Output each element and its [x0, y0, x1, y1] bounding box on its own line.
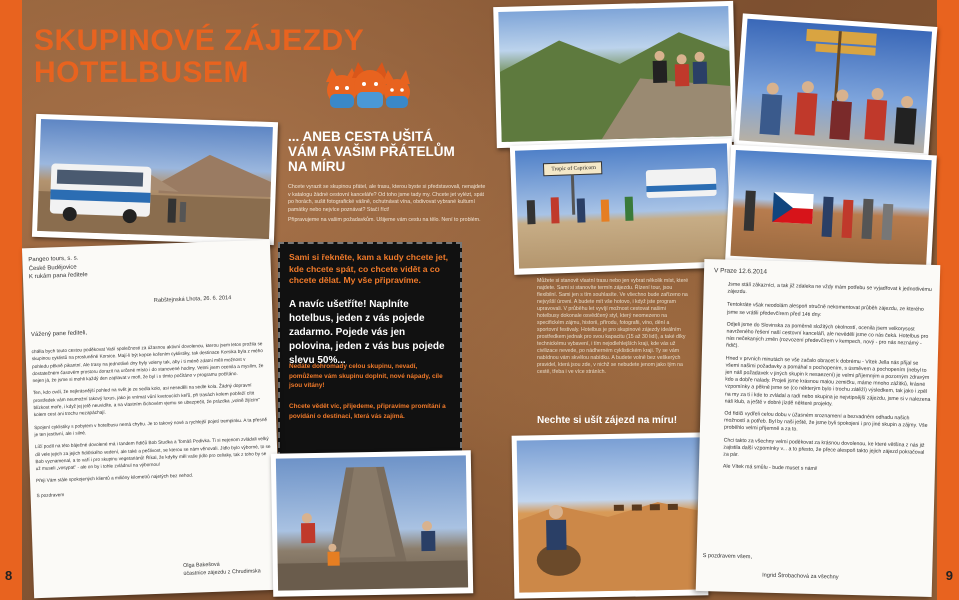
photo-camels-desert [512, 432, 709, 598]
subtitle-line-1: ... ANEB CESTA UŠITÁ [288, 129, 434, 144]
signature-role: účastnice zájezdu z Chrudimska [183, 567, 261, 577]
letter2-paragraph-4: Hned v prvních minutách se vše začalo obracet k dobrému - Vítek Jella nás přijal se všemi našimi požadavky a pomáhal s pochopením, s úsměvem a pochopením (nebyl to jen náš požadavek v jiných skupin k nesaezení) je velmi příjemným a pozorným zdravým kdo a dobře nalady. Projeli jsme krásnou malou zemičku, máme mnoho zážitků, krásné vzpomínky a pěkně jsme se (co některým bylo i trochu zátěží) výsledkem, tak jako i zpěl na my za ti i kde to zvládal a radí nebo skupina je nejvtipnější zájezdu, jsme si v nalezena náš klub, a ještě v dobré jízdě některé projekty. [724, 355, 931, 408]
offer-text-2: A navíc ušetříte! Naplníte hotelbus, jeden z vás pojede zadarmo. Pojede vás jen polovina, jeden z vás bus pojede slevu 50%... [289, 299, 445, 366]
intro-paragraph-1: Chcete vyrazit se skupinou přátel, ale trasu, kterou byste si představovali, nenajdete v katalogu žádné cestovní kanceláře? Od toho jsme tady my. Chcete jet vylézt, spát po horách, sušit fotografické vášně, ochutnávat vína, obdivovat vybrané kulturní památky nebo nejvíce poznávat? Stačí říct! [288, 184, 486, 213]
letter2-closing: S pozdravem všem, [702, 553, 753, 561]
letter-salutation: Vážený pane řediteli, [30, 330, 88, 339]
page-subtitle [288, 129, 455, 174]
letter-closing: S pozdravem [36, 491, 65, 498]
address-line-3: K rukám pana ředitele [28, 272, 88, 281]
letter2-paragraph-7: Ale Vítek má smůlu - bude muset s námi! [722, 463, 818, 473]
page-number-right: 9 [945, 568, 953, 583]
photo-stone-cairn [271, 450, 473, 596]
right-orange-margin [937, 0, 959, 600]
title-line-1: SKUPINOVÉ ZÁJEZDY [34, 24, 365, 57]
letter-olga [22, 240, 282, 598]
subtitle-line-2: VÁM A VAŠIM PŘÁTELŮM [288, 144, 455, 159]
cta-text: Nechte si ušít zájezd na míru! [537, 415, 678, 426]
fox-icon-2 [352, 62, 388, 108]
offer-text-1: Sami si řekněte, kam a kudy chcete jet, kde chcete spát, co chcete vidět a co chcete dělat. My vše připravíme. [289, 252, 449, 285]
letter-paragraph-1: chtěla bych touto cestou poděkovat Vaší společnosti za úžasnou aktivní dovolenou, kterou jsem letos prožila se skupinou cyklistů na prosluněné Korsice. Mají-li být kopce kořením cyklistiky, tak destinace Korsika byla z mého pohledu pěkně pikantní. Ale trasy na jednotlivé dny byly voleny tak, aby i ti méně zdatní měli možnost v dostatečném časovém prostoru dorazit na určené místo i do stanovené hodiny. Velmi jsem ocenila a myslím, že nejen já, že jsme si mohli každý den zaplavat v moři, že byl i s tímto počítáno v programu počítáno. [31, 341, 264, 384]
left-orange-margin [0, 0, 22, 600]
signature-name: Olga Bakešová [183, 561, 220, 570]
letter-paragraph-2: Ten, kdo ovdí, že nejkrásnější pohled na svět je ze sedla kolo, asi neseděli na sedle kola. Žádný dopravní prostředek vám neumožní takový luxus, jako je vnímat vůní kvetoucích keřů, při trasách kolem pobřeží cítit blízkost moře, i když jej jetě neuvidíte, a na vlastním čichovém vjemu se ubezpečit, že prázdka „volně žijícím" kolem cest ani trochu nezapáchají. [32, 382, 260, 418]
letter-place-date: Rabštejnská Lhota, 26. 6. 2014 [153, 295, 232, 304]
address-line-1: Pangeo tours, s. s. [28, 255, 79, 264]
page-number-left: 8 [5, 568, 13, 583]
fox-icon-1 [326, 68, 358, 108]
capricorn-sign-text: Tropic of Capricorn [551, 164, 597, 173]
letter-ingrid [696, 259, 941, 597]
photo-group-czech-flag [725, 145, 937, 273]
letter-signature [183, 560, 261, 578]
intro-text [288, 184, 488, 225]
letter2-signature: Ingrid Štrobachová za všechny [762, 572, 839, 581]
photo-tropic-of-capricorn [510, 138, 736, 275]
letter2-paragraph-3: Odjeli jsme do Slovinska za poměrně složitých okolností, ocenila jsem velkorysost navrženého řešení naší cestovní kanceláří, ale nevěděli jsme co nás čeká. Hotelbus pro nás nečekaných změn (rozvození předevčírem v kempech, nový - pro nás neznámý - řidič). [726, 321, 929, 350]
middle-text: Můžete si stanovit vlastní trasu nebo jen vybrat několik míst, které najdete. Sami si stanovíte termín zájezdu. Řízení tour, jsou flexibilní. Sami jen s tím souhlasíte. Ve všechno bude zařízeno na nejvyšší úrovni. A budete mít vše hotovo, i když jste program upravovali. V průběhu let vyvíjí možnost cestovat našimi hotelbusy dokonale osvědčený styl, který neomezeno na specifickém zájmu, historii, přírodu, fotografii, víno, dění a sportovní festivaly. Hotelbus je pro skupinové zájezdy ideálním prostředkem jednak pro svou kapacitu (15 až 30 lidí), a také díky technickému vybavení, i tím nejodlehlejších kraji, kde vás už civilizace nevede, po nádherném cyklistickém kraji. Ty se vám nabídnou vám skvělou nabídku. A budete volně bez veškerých pravidel, která jsou zde, v nichž se nebudete jenom jako tým na cestě, třeba i ve více stráních. [537, 278, 689, 375]
photo-cyclists-mountain-road [493, 1, 737, 148]
title-line-2: HOTELBUSEM [34, 56, 249, 89]
offer-text-3: Nedáte dohromady celou skupinu, nevadí, pomůžeme vám skupinu doplnit, nové nápady, cíle jsou vítány! [289, 363, 443, 389]
letter2-paragraph-2: Tentokráte však neodolám alespoň stručně nekomentovat průběh zájezdu, ze kterého jsme se vrátili předevčírem před 14ti dny: [726, 301, 924, 318]
letter-paragraph-3: Spojení cyklistiky s pobytem v hotelbusu nemá chybu. Je to takový nové a rychlejší pojetí trempinku. A ta přesně je ten jestlivní, ale i silné. [34, 416, 268, 438]
intro-paragraph-2: Připravujeme na vašim požadavkům. Ušijeme vám cestu na tělo. Není to problém. [288, 217, 481, 223]
letter2-paragraph-6: Chci takto za všechny velmi poděkovat za krásnou dovolenou, ke které většina z nás již zajistila další vzpomínky v... a to přesto, že přece alespoň takto jejich zájezd pokračoval za pár. [723, 437, 925, 458]
photo-group-summit-sign [734, 13, 938, 159]
letter-paragraph-4: Líčí podíl na této báječné dovolené má i tandem řidičů Bob Studka a Tomáš Podivka. Ti si nejenom zvládali velký díl vele jejich za jejich řidičského vedení, ale také a pečlivost, se kterou se nám věnovali. Jídlo bylo výborné, to se Bob vyznamenal, a to vaří i pro skupinu vegetariánů! Říkal, že kdyby měl vaše jídlo pro celiaky, tak z toho by se už museli „vosypat" - ale on by i tohle zvládnul na výbornou! [34, 436, 271, 472]
letter-address [28, 254, 88, 282]
offer-text-4: Chcete vědět víc, přijedeme, připravíme promítání a povídání o destinaci, která vás zajímá. [289, 403, 446, 420]
letter-paragraph-5: Přeji Vám stále spokojených klientů a milióny kilometrů najetých bez nehod. [36, 473, 194, 484]
page-title [34, 25, 364, 89]
letter-body [31, 340, 272, 499]
subtitle-line-3: NA MÍRU [288, 159, 346, 174]
fox-icon-3 [382, 70, 410, 108]
letter2-place-date: V Praze 12.6.2014 [713, 267, 768, 276]
fox-mascot-logo [318, 60, 413, 116]
letter2-body [723, 282, 934, 477]
photo-hotelbus-mountains [32, 114, 278, 245]
letter2-paragraph-1: Jsme stálí zákazníci, a tak již zdaleka ne vždy mám potřebu se vyjadřovat k jednotlivému zájezdu. [727, 281, 932, 296]
address-line-2: České Budějovice [28, 264, 77, 272]
letter2-paragraph-5: Od řidiči vydřeli celou dobu v úžasném sroznamení a bezvadném odhadu našich možností a potřeb. Byl by naši ještě, že jsme byli spokojeni i pro jiné skupin a zájmy. Vše proběhlo velmi příjemně a za to. [723, 410, 928, 433]
